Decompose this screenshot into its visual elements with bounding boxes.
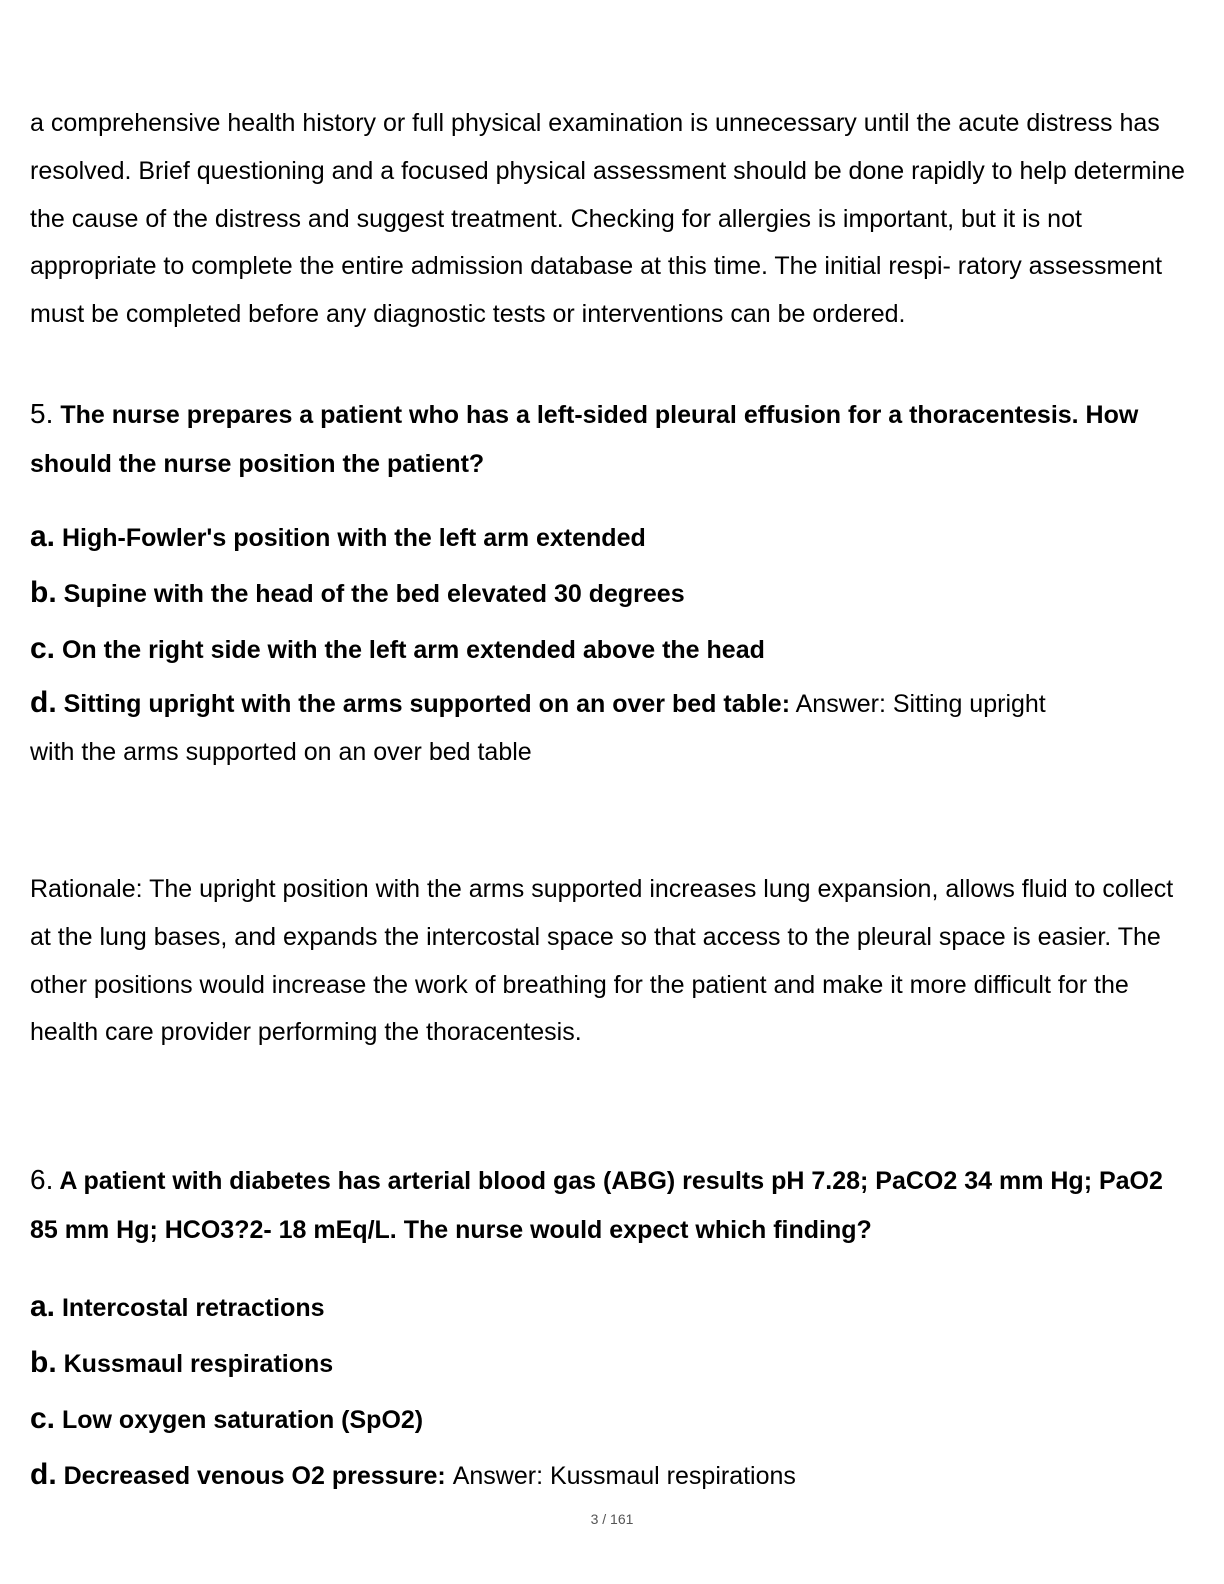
option-text: Supine with the head of the bed elevated 30 degrees	[63, 580, 685, 608]
rationale-paragraph: Rationale: The upright position with the arms supported increases lung expansion, allows fluid to collect at the lung bases, and expands the intercostal space so that access to the pleural space is easier. The other positions would increase the work of breathing for the patient and make it more difficult for the health care provider performing the thoracentesis.	[30, 875, 1174, 1047]
option-c	[30, 1404, 1195, 1435]
option-b	[30, 1348, 1195, 1379]
option-letter: a.	[30, 520, 56, 553]
option-text: Low oxygen saturation (SpO2)	[61, 1406, 424, 1434]
question-6	[30, 1156, 1195, 1491]
question-text: The nurse prepares a patient who has a left-sided pleural effusion for a thoracentesis. How should the nurse position the patient?	[30, 401, 1139, 478]
option-letter: d.	[30, 686, 57, 719]
option-a	[30, 522, 1195, 553]
option-text: High-Fowler's position with the left arm extended	[61, 524, 646, 552]
option-b	[30, 578, 1195, 609]
option-text: Decreased venous O2 pressure:	[63, 1462, 446, 1490]
option-text: Kussmaul respirations	[63, 1350, 334, 1378]
option-c	[30, 634, 1195, 665]
option-letter: b.	[30, 576, 57, 609]
option-a	[30, 1292, 1195, 1323]
option-letter: c.	[30, 632, 56, 665]
intro-paragraph: a comprehensive health history or full physical examination is unnecessary until the acute distress has resolved. Brief questioning and a focused physical assessment should be done rapidly to help determine the cause of the distress and suggest treatment. Checking for allergies is important, but it is not appropriate to complete the entire admission database at this time. The initial respi- ratory assessment must be completed before any diagnostic tests or interventions can be ordered.	[30, 109, 1185, 329]
option-d	[30, 1460, 1195, 1491]
answer-text: Answer: Sitting upright	[795, 690, 1046, 718]
question-text: A patient with diabetes has arterial blood gas (ABG) results pH 7.28; PaCO2 34 mm Hg; PaO2 85 mm Hg; HCO3?2- 18 mEq/L. The nurse would expect which finding?	[30, 1167, 1163, 1244]
question-5-stem	[30, 390, 1195, 488]
option-letter: d.	[30, 1458, 57, 1491]
question-5	[30, 390, 1195, 776]
option-letter: b.	[30, 1346, 57, 1379]
option-d	[30, 679, 1195, 776]
answer-text-continued: with the arms supported on an over bed table	[30, 738, 532, 766]
answer-text: Answer: Kussmaul respirations	[452, 1462, 796, 1490]
question-number: 5.	[30, 398, 54, 429]
question-6-stem	[30, 1156, 1195, 1254]
option-letter: a.	[30, 1290, 56, 1323]
question-number: 6.	[30, 1164, 54, 1195]
option-text: On the right side with the left arm extended above the head	[61, 636, 765, 664]
option-letter: c.	[30, 1402, 56, 1435]
option-text: Intercostal retractions	[61, 1294, 325, 1322]
option-text: Sitting upright with the arms supported on an over bed table:	[63, 690, 791, 718]
page-indicator: 3 / 161	[590, 1511, 634, 1527]
